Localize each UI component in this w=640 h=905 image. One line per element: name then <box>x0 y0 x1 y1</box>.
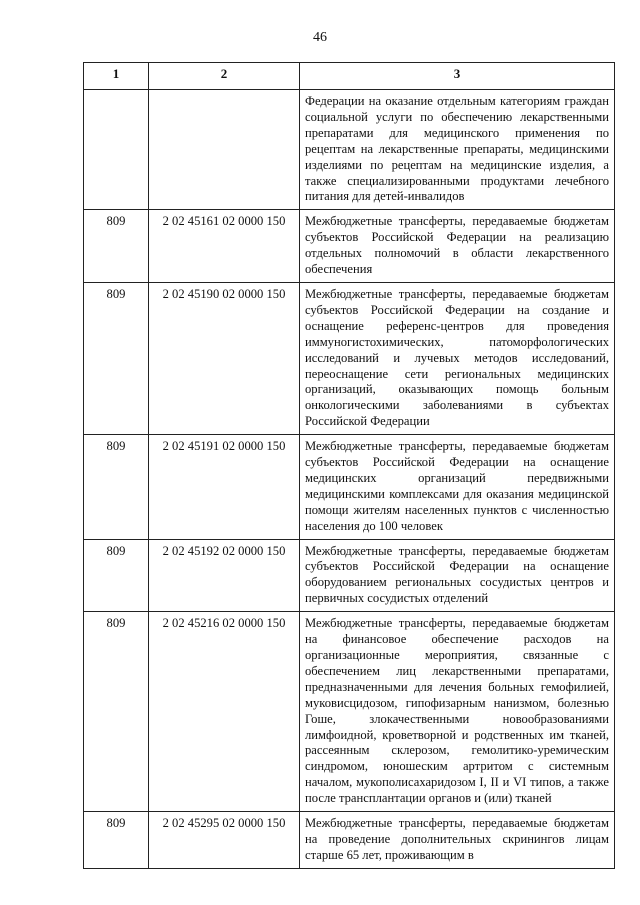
row-admin-code: 809 <box>84 612 149 812</box>
table-row <box>84 282 615 434</box>
column-header-2: 2 <box>149 63 300 90</box>
table-row <box>84 812 615 869</box>
row-description: Межбюджетные трансферты, передаваемые бюджетам на финансовое обеспечение расходов на организационные мероприятия, связанные с обеспечением лиц лекарственными препаратами, предназначенными для лечения больных гемофилией, муковисцидозом, гипофизарным нанизмом, болезнью Гоше, злокачественными новообразованиями лимфоидной, кроветворной и родственных им тканей, рассеянным склерозом, гемолитико-уремическим синдромом, юношеским артритом с системным началом, мукополисахаридозом I, II и VI типов, а также после трансплантации органов и (или) тканей <box>300 612 615 812</box>
row-description: Межбюджетные трансферты, передаваемые бюджетам на проведение дополнительных скринингов лицам старше 65 лет, проживающим в <box>300 812 615 869</box>
row-budget-code: 2 02 45161 02 0000 150 <box>149 210 300 283</box>
table-row <box>84 210 615 283</box>
table-row <box>84 612 615 812</box>
row-admin-code: 809 <box>84 812 149 869</box>
row-admin-code <box>84 90 149 210</box>
column-header-3: 3 <box>300 63 615 90</box>
table-row <box>84 90 615 210</box>
table-row <box>84 435 615 539</box>
row-description: Межбюджетные трансферты, передаваемые бюджетам субъектов Российской Федерации на реализацию отдельных полномочий в области лекарственного обеспечения <box>300 210 615 283</box>
budget-table <box>83 62 615 869</box>
row-budget-code: 2 02 45216 02 0000 150 <box>149 612 300 812</box>
page-number: 46 <box>313 30 327 45</box>
row-admin-code: 809 <box>84 435 149 539</box>
row-admin-code: 809 <box>84 210 149 283</box>
row-description: Межбюджетные трансферты, передаваемые бюджетам субъектов Российской Федерации на оснащение медицинских организаций передвижными медицинскими комплексами для оказания медицинской помощи жителям населенных пунктов с численностью населения до 100 человек <box>300 435 615 539</box>
row-budget-code <box>149 90 300 210</box>
row-budget-code: 2 02 45192 02 0000 150 <box>149 539 300 612</box>
table-row <box>84 539 615 612</box>
table-header-row <box>84 63 615 90</box>
row-description: Федерации на оказание отдельным категориям граждан социальной услуги по обеспечению лекарственными препаратами для медицинского применения по рецептам на лекарственные препараты, медицинскими изделиями по рецептам на медицинские изделия, а также специализированными продуктами лечебного питания для детей-инвалидов <box>300 90 615 210</box>
row-budget-code: 2 02 45295 02 0000 150 <box>149 812 300 869</box>
row-budget-code: 2 02 45190 02 0000 150 <box>149 282 300 434</box>
column-header-1: 1 <box>84 63 149 90</box>
row-budget-code: 2 02 45191 02 0000 150 <box>149 435 300 539</box>
row-admin-code: 809 <box>84 539 149 612</box>
row-description: Межбюджетные трансферты, передаваемые бюджетам субъектов Российской Федерации на оснащение оборудованием региональных сосудистых центров и первичных сосудистых отделений <box>300 539 615 612</box>
row-description: Межбюджетные трансферты, передаваемые бюджетам субъектов Российской Федерации на создание и оснащение референс-центров для проведения иммуногистохимических, патоморфологических исследований и лучевых методов исследований, переоснащение сети региональных медицинских организаций, оказывающих помощь больным онкологическими заболеваниями в субъектах Российской Федерации <box>300 282 615 434</box>
row-admin-code: 809 <box>84 282 149 434</box>
